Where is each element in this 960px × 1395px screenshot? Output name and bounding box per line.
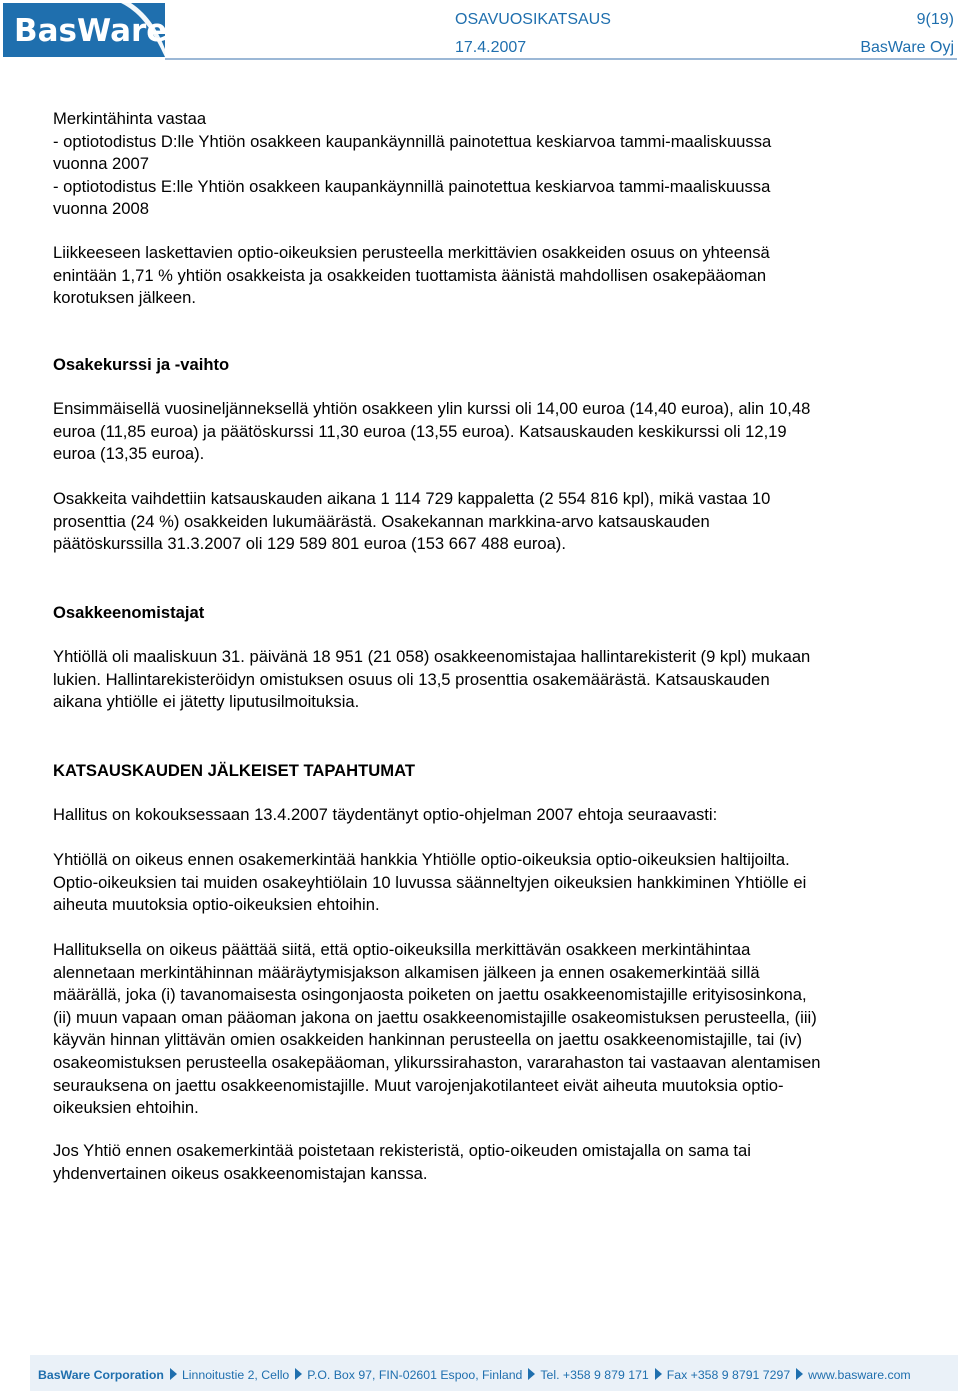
- page-footer: [30, 1355, 958, 1391]
- section-heading-osakkeenomistajat: Osakkeenomistajat: [53, 603, 205, 622]
- text-line: määrällä, joka (i) tavanomaisesta osingonjaosta poiketen on jaettu osakkeenomistajille erityisosinkona,: [53, 985, 807, 1005]
- paragraph-hallituksella: [53, 939, 820, 1120]
- text-line: Yhtiöllä on oikeus ennen osakemerkintää hankkia Yhtiölle optio-oikeuksia optio-oikeuksien haltijoilta.: [53, 850, 790, 869]
- text-line: euroa (13,35 euroa).: [53, 444, 205, 464]
- text-line: Osakkeita vaihdettiin katsauskauden aikana 1 114 729 kappaletta (2 554 816 kpl), mikä vastaa 10: [53, 489, 771, 508]
- logo-text: BasWare: [14, 13, 168, 49]
- text-line: enintään 1,71 % yhtiön osakkeista ja osakkeiden tuottamista äänistä mahdollisen osakepääoman: [53, 265, 767, 285]
- page-header: [0, 0, 960, 62]
- text-line: Jos Yhtiö ennen osakemerkintää poistetaan rekisteristä, optio-oikeuden omistajalla on sama tai: [53, 1141, 751, 1160]
- triangle-right-icon: [170, 1368, 177, 1380]
- page-number: 9(19): [916, 11, 954, 28]
- triangle-right-icon: [528, 1368, 535, 1380]
- header-divider: [165, 58, 957, 60]
- paragraph-jos-yhtio: [53, 1140, 751, 1185]
- paragraph-osakevaihto: [53, 488, 770, 556]
- text-line: käyvän hinnan ylittävän omien osakkeiden hankinnan perusteella on jaettu osakkeenomistajille, tai (iv): [53, 1030, 803, 1050]
- text-line: Liikkeeseen laskettavien optio-oikeuksien perusteella merkittävien osakkeiden osuus on yhteensä: [53, 243, 770, 262]
- paragraph-osakkeenomistajat: [53, 646, 810, 714]
- text-line: - optiotodistus E:lle Yhtiön osakkeen kaupankäynnillä painotettua keskiarvoa tammi-maaliskuussa: [53, 176, 771, 196]
- text-line: euroa (11,85 euroa) ja päätöskurssi 11,30 euroa (13,55 euroa). Katsauskauden keskikurssi oli 12,19: [53, 421, 787, 441]
- footer-corporation: BasWare Corporation: [38, 1368, 164, 1382]
- company-name: BasWare Oyj: [860, 39, 954, 56]
- paragraph-hallitus: [53, 804, 717, 827]
- footer-fax: Fax +358 9 8791 7297: [666, 1368, 791, 1382]
- section-heading-katsauskauden: KATSAUSKAUDEN JÄLKEISET TAPAHTUMAT: [53, 761, 415, 780]
- document-date: 17.4.2007: [455, 39, 527, 56]
- footer-website-link[interactable]: www.basware.com: [808, 1368, 911, 1382]
- text-line: (ii) muun vapaan oman pääoman jakona on jaettu osakkeenomistajille osakeomistuksen perusteella, (iii): [53, 1007, 817, 1027]
- text-line: Merkintähinta vastaa: [53, 109, 207, 128]
- text-line: aiheuta muutoksia optio-oikeuksien ehtoihin.: [53, 895, 380, 915]
- paragraph-yhtiolla: [53, 849, 806, 917]
- text-line: korotuksen jälkeen.: [53, 288, 196, 308]
- text-line: päätöskurssilla 31.3.2007 oli 129 589 801 euroa (153 667 488 euroa).: [53, 534, 566, 554]
- text-line: lukien. Hallintarekisteröidyn omistuksen osuus oli 13,5 prosenttia osakemäärästä. Katsauskauden: [53, 669, 770, 689]
- text-line: vuonna 2008: [53, 199, 149, 219]
- text-line: vuonna 2007: [53, 154, 149, 174]
- text-line: aikana yhtiölle ei jätetty liputusilmoituksia.: [53, 692, 360, 712]
- paragraph-osakekurssi: [53, 398, 810, 466]
- section-heading-osakekurssi: Osakekurssi ja -vaihto: [53, 355, 230, 374]
- footer-contact-line: [38, 1367, 911, 1383]
- paragraph-merkintahinta: [53, 108, 771, 221]
- text-line: - optiotodistus D:lle Yhtiön osakkeen kaupankäynnillä painotettua keskiarvoa tammi-maaliskuussa: [53, 131, 772, 151]
- paragraph-liikkeeseen: [53, 242, 770, 310]
- text-line: Optio-oikeuksien tai muiden osakeyhtiölain 10 luvussa säänneltyjen oikeuksien hankkiminen Yhtiölle ei: [53, 872, 807, 892]
- triangle-right-icon: [655, 1368, 662, 1380]
- basware-logo: [3, 3, 168, 57]
- text-line: alennetaan merkintähinnan määräytymisjakson alkamisen jälkeen ja ennen osakemerkintää sillä: [53, 962, 760, 982]
- text-line: osakeomistuksen perusteella osakepääoman, ylikurssirahaston, vararahaston tai vastaavan alentamisen: [53, 1052, 821, 1072]
- text-line: yhdenvertainen oikeus osakkeenomistajan kanssa.: [53, 1163, 428, 1183]
- footer-address: Linnoitustie 2, Cello: [181, 1368, 290, 1382]
- triangle-right-icon: [796, 1368, 803, 1380]
- text-line: Hallitus on kokouksessaan 13.4.2007 täydentänyt optio-ohjelman 2007 ehtoja seuraavasti:: [53, 805, 718, 824]
- document-title: OSAVUOSIKATSAUS: [455, 11, 611, 28]
- text-line: Hallituksella on oikeus päättää siitä, että optio-oikeuksilla merkittävän osakkeen merkintähintaa: [53, 940, 751, 959]
- footer-pobox: P.O. Box 97, FIN-02601 Espoo, Finland: [307, 1368, 523, 1382]
- text-line: seurauksena on jaettu osakkeenomistajille. Muut varojenjakotilanteet eivät aiheuta muutoksia optio-: [53, 1075, 784, 1095]
- text-line: prosenttia (24 %) osakkeiden lukumäärästä. Osakekannan markkina-arvo katsauskauden: [53, 511, 710, 531]
- footer-tel: Tel. +358 9 879 171: [540, 1368, 649, 1382]
- triangle-right-icon: [295, 1368, 302, 1380]
- text-line: Ensimmäisellä vuosineljänneksellä yhtiön osakkeen ylin kurssi oli 14,00 euroa (14,40 euroa), alin 10,48: [53, 399, 811, 418]
- text-line: Yhtiöllä oli maaliskuun 31. päivänä 18 951 (21 058) osakkeenomistajaa hallintarekisterit (9 kpl) mukaan: [53, 647, 811, 666]
- text-line: oikeuksien ehtoihin.: [53, 1098, 199, 1118]
